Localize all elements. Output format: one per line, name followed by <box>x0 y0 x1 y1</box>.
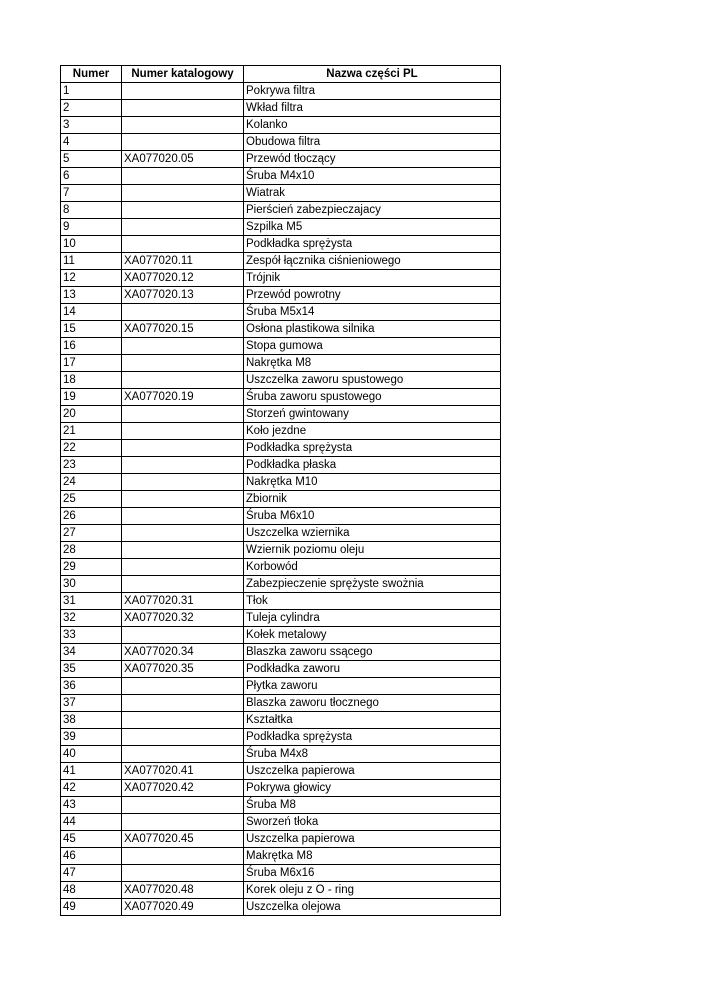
cell-catalog-number: XA077020.48 <box>122 882 244 899</box>
cell-part-name: Tłok <box>244 593 501 610</box>
cell-number: 11 <box>61 253 122 270</box>
cell-catalog-number: XA077020.13 <box>122 287 244 304</box>
table-row <box>61 525 501 542</box>
cell-number: 19 <box>61 389 122 406</box>
table-row <box>61 678 501 695</box>
cell-part-name: Tuleja cylindra <box>244 610 501 627</box>
table-row <box>61 508 501 525</box>
table-row <box>61 848 501 865</box>
cell-part-name: Zespół łącznika ciśnieniowego <box>244 253 501 270</box>
cell-part-name: Przewód tłoczący <box>244 151 501 168</box>
cell-part-name: Śruba M8 <box>244 797 501 814</box>
cell-part-name: Śruba M6x10 <box>244 508 501 525</box>
cell-number: 35 <box>61 661 122 678</box>
cell-catalog-number: XA077020.31 <box>122 593 244 610</box>
cell-catalog-number <box>122 848 244 865</box>
cell-catalog-number <box>122 236 244 253</box>
table-row <box>61 542 501 559</box>
cell-part-name: Podkładka płaska <box>244 457 501 474</box>
cell-part-name: Podkładka sprężysta <box>244 440 501 457</box>
table-row <box>61 865 501 882</box>
cell-catalog-number <box>122 695 244 712</box>
cell-number: 45 <box>61 831 122 848</box>
cell-part-name: Przewód powrotny <box>244 287 501 304</box>
table-row <box>61 321 501 338</box>
table-row <box>61 576 501 593</box>
cell-number: 43 <box>61 797 122 814</box>
table-row <box>61 610 501 627</box>
table-row <box>61 151 501 168</box>
cell-number: 2 <box>61 100 122 117</box>
cell-part-name: Podkładka zaworu <box>244 661 501 678</box>
table-row <box>61 423 501 440</box>
cell-catalog-number: XA077020.35 <box>122 661 244 678</box>
table-row <box>61 491 501 508</box>
cell-catalog-number <box>122 746 244 763</box>
cell-part-name: Szpilka M5 <box>244 219 501 236</box>
cell-part-name: Wziernik poziomu oleju <box>244 542 501 559</box>
cell-catalog-number: XA077020.32 <box>122 610 244 627</box>
cell-number: 23 <box>61 457 122 474</box>
cell-number: 38 <box>61 712 122 729</box>
cell-part-name: Śruba M5x14 <box>244 304 501 321</box>
cell-catalog-number <box>122 542 244 559</box>
table-row <box>61 763 501 780</box>
cell-number: 25 <box>61 491 122 508</box>
table-row <box>61 355 501 372</box>
cell-number: 17 <box>61 355 122 372</box>
table-row <box>61 661 501 678</box>
cell-number: 18 <box>61 372 122 389</box>
cell-part-name: Koło jezdne <box>244 423 501 440</box>
cell-catalog-number: XA077020.49 <box>122 899 244 916</box>
header-row <box>61 66 501 83</box>
cell-number: 24 <box>61 474 122 491</box>
cell-part-name: Zbiornik <box>244 491 501 508</box>
cell-number: 27 <box>61 525 122 542</box>
table-row <box>61 406 501 423</box>
cell-catalog-number: XA077020.05 <box>122 151 244 168</box>
cell-number: 21 <box>61 423 122 440</box>
header-catalog-number: Numer katalogowy <box>122 66 244 83</box>
table-row <box>61 729 501 746</box>
cell-catalog-number <box>122 457 244 474</box>
cell-number: 3 <box>61 117 122 134</box>
cell-catalog-number: XA077020.11 <box>122 253 244 270</box>
table-row <box>61 899 501 916</box>
table-row <box>61 372 501 389</box>
cell-part-name: Kolanko <box>244 117 501 134</box>
cell-part-name: Śruba M4x10 <box>244 168 501 185</box>
cell-part-name: Uszczelka zaworu spustowego <box>244 372 501 389</box>
cell-number: 44 <box>61 814 122 831</box>
table-row <box>61 287 501 304</box>
cell-catalog-number <box>122 117 244 134</box>
cell-catalog-number <box>122 100 244 117</box>
cell-number: 41 <box>61 763 122 780</box>
cell-part-name: Osłona plastikowa silnika <box>244 321 501 338</box>
cell-number: 40 <box>61 746 122 763</box>
table-header <box>61 66 501 83</box>
cell-catalog-number <box>122 185 244 202</box>
cell-number: 49 <box>61 899 122 916</box>
cell-part-name: Uszczelka papierowa <box>244 763 501 780</box>
cell-catalog-number <box>122 712 244 729</box>
table-row <box>61 219 501 236</box>
cell-number: 30 <box>61 576 122 593</box>
cell-part-name: Nakrętka M8 <box>244 355 501 372</box>
cell-number: 28 <box>61 542 122 559</box>
cell-catalog-number <box>122 525 244 542</box>
header-part-name: Nazwa części PL <box>244 66 501 83</box>
cell-number: 34 <box>61 644 122 661</box>
table-row <box>61 185 501 202</box>
cell-part-name: Blaszka zaworu tłocznego <box>244 695 501 712</box>
cell-number: 31 <box>61 593 122 610</box>
cell-number: 37 <box>61 695 122 712</box>
cell-catalog-number <box>122 202 244 219</box>
cell-number: 6 <box>61 168 122 185</box>
cell-catalog-number <box>122 729 244 746</box>
cell-part-name: Śruba zaworu spustowego <box>244 389 501 406</box>
table-row <box>61 831 501 848</box>
cell-catalog-number <box>122 406 244 423</box>
table-row <box>61 202 501 219</box>
cell-number: 36 <box>61 678 122 695</box>
cell-number: 29 <box>61 559 122 576</box>
table-row <box>61 644 501 661</box>
table-row <box>61 882 501 899</box>
cell-part-name: Obudowa filtra <box>244 134 501 151</box>
cell-part-name: Wkład filtra <box>244 100 501 117</box>
cell-catalog-number <box>122 576 244 593</box>
parts-table <box>60 65 501 916</box>
cell-part-name: Sworzeń tłoka <box>244 814 501 831</box>
cell-part-name: Kołek metalowy <box>244 627 501 644</box>
cell-catalog-number: XA077020.34 <box>122 644 244 661</box>
cell-catalog-number: XA077020.19 <box>122 389 244 406</box>
header-number: Numer <box>61 66 122 83</box>
cell-catalog-number <box>122 304 244 321</box>
table-row <box>61 797 501 814</box>
table-row <box>61 270 501 287</box>
cell-number: 26 <box>61 508 122 525</box>
cell-part-name: Nakrętka M10 <box>244 474 501 491</box>
cell-number: 12 <box>61 270 122 287</box>
cell-part-name: Stopa gumowa <box>244 338 501 355</box>
table-row <box>61 746 501 763</box>
table-row <box>61 168 501 185</box>
cell-part-name: Uszczelka olejowa <box>244 899 501 916</box>
cell-part-name: Makrętka M8 <box>244 848 501 865</box>
cell-number: 48 <box>61 882 122 899</box>
cell-part-name: Pokrywa głowicy <box>244 780 501 797</box>
cell-part-name: Zabezpieczenie sprężyste swożnia <box>244 576 501 593</box>
cell-part-name: Kształtka <box>244 712 501 729</box>
cell-catalog-number: XA077020.12 <box>122 270 244 287</box>
table-row <box>61 440 501 457</box>
cell-number: 13 <box>61 287 122 304</box>
table-body <box>61 83 501 916</box>
cell-number: 9 <box>61 219 122 236</box>
table-row <box>61 83 501 100</box>
cell-catalog-number <box>122 797 244 814</box>
table-row <box>61 457 501 474</box>
table-row <box>61 780 501 797</box>
cell-part-name: Śruba M4x8 <box>244 746 501 763</box>
table-row <box>61 304 501 321</box>
cell-catalog-number <box>122 491 244 508</box>
cell-catalog-number <box>122 83 244 100</box>
cell-catalog-number: XA077020.45 <box>122 831 244 848</box>
table-row <box>61 338 501 355</box>
cell-part-name: Wiatrak <box>244 185 501 202</box>
cell-number: 10 <box>61 236 122 253</box>
table-row <box>61 236 501 253</box>
cell-number: 42 <box>61 780 122 797</box>
cell-number: 16 <box>61 338 122 355</box>
cell-catalog-number: XA077020.15 <box>122 321 244 338</box>
cell-catalog-number <box>122 474 244 491</box>
cell-catalog-number <box>122 168 244 185</box>
cell-number: 5 <box>61 151 122 168</box>
cell-catalog-number <box>122 814 244 831</box>
cell-catalog-number <box>122 338 244 355</box>
cell-catalog-number <box>122 508 244 525</box>
cell-part-name: Podkładka sprężysta <box>244 236 501 253</box>
cell-catalog-number <box>122 627 244 644</box>
cell-number: 39 <box>61 729 122 746</box>
table-row <box>61 253 501 270</box>
cell-number: 4 <box>61 134 122 151</box>
table-row <box>61 474 501 491</box>
cell-number: 22 <box>61 440 122 457</box>
cell-catalog-number <box>122 423 244 440</box>
table-row <box>61 712 501 729</box>
cell-catalog-number <box>122 134 244 151</box>
table-row <box>61 100 501 117</box>
cell-number: 46 <box>61 848 122 865</box>
table-row <box>61 695 501 712</box>
cell-part-name: Blaszka zaworu ssącego <box>244 644 501 661</box>
cell-part-name: Uszczelka papierowa <box>244 831 501 848</box>
cell-part-name: Podkładka sprężysta <box>244 729 501 746</box>
cell-catalog-number <box>122 372 244 389</box>
cell-number: 1 <box>61 83 122 100</box>
cell-part-name: Pierścień zabezpieczajacy <box>244 202 501 219</box>
cell-number: 32 <box>61 610 122 627</box>
table-row <box>61 117 501 134</box>
cell-catalog-number <box>122 440 244 457</box>
cell-part-name: Pokrywa filtra <box>244 83 501 100</box>
cell-part-name: Śruba M6x16 <box>244 865 501 882</box>
cell-catalog-number <box>122 219 244 236</box>
cell-catalog-number: XA077020.42 <box>122 780 244 797</box>
table-row <box>61 559 501 576</box>
cell-part-name: Korbowód <box>244 559 501 576</box>
cell-number: 20 <box>61 406 122 423</box>
cell-catalog-number <box>122 355 244 372</box>
cell-catalog-number <box>122 559 244 576</box>
cell-number: 7 <box>61 185 122 202</box>
cell-number: 47 <box>61 865 122 882</box>
cell-part-name: Uszczelka wziernika <box>244 525 501 542</box>
table-row <box>61 134 501 151</box>
cell-number: 15 <box>61 321 122 338</box>
cell-number: 14 <box>61 304 122 321</box>
cell-part-name: Płytka zaworu <box>244 678 501 695</box>
cell-catalog-number: XA077020.41 <box>122 763 244 780</box>
cell-catalog-number <box>122 678 244 695</box>
cell-part-name: Trójnik <box>244 270 501 287</box>
table-row <box>61 627 501 644</box>
cell-part-name: Korek oleju z O - ring <box>244 882 501 899</box>
table-row <box>61 389 501 406</box>
cell-number: 33 <box>61 627 122 644</box>
cell-number: 8 <box>61 202 122 219</box>
cell-catalog-number <box>122 865 244 882</box>
table-row <box>61 593 501 610</box>
table-row <box>61 814 501 831</box>
cell-part-name: Storzeń gwintowany <box>244 406 501 423</box>
